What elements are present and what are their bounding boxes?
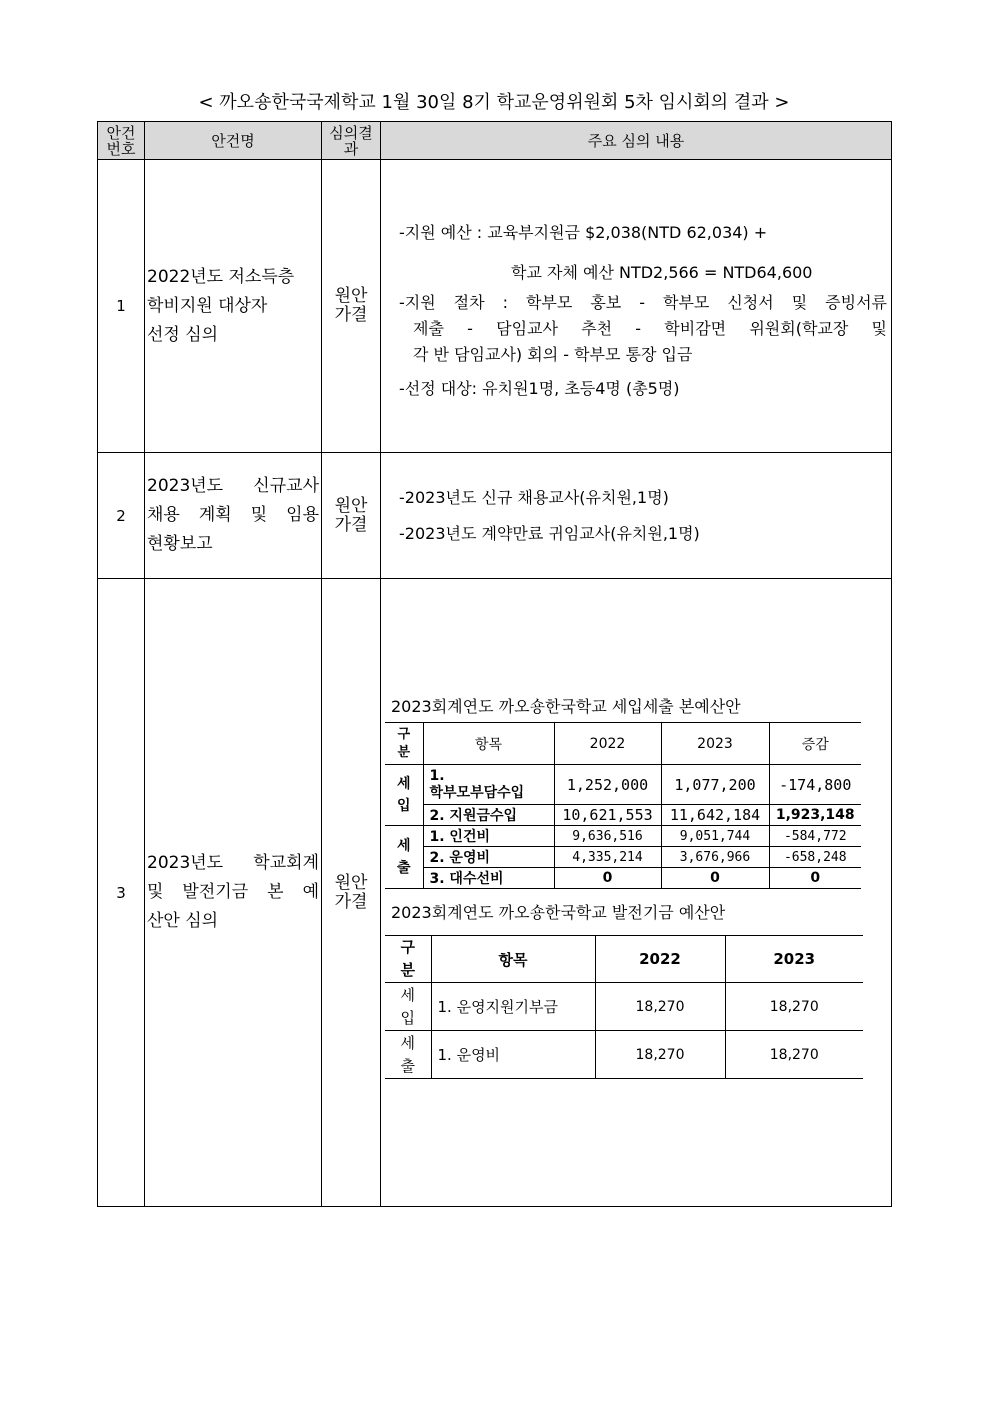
agenda-row-3 xyxy=(98,579,892,1207)
budget-header-row xyxy=(385,723,861,765)
budget-group-label: 세 출 xyxy=(385,826,423,889)
fund-header-2023: 2023 xyxy=(725,936,863,983)
content-line: -선정 대상: 유치원1명, 초등4명 (총5명) xyxy=(399,379,680,398)
agenda-name-line: 2022년도 저소득층 xyxy=(147,266,295,287)
content-line: 각 반 담임교사) 회의 - 학부모 통장 입금 xyxy=(413,345,693,364)
budget-header-type: 구 분 xyxy=(385,723,423,765)
fund-row-label: 세 출 xyxy=(385,1031,431,1079)
agenda-result: 원안 가결 xyxy=(322,160,381,453)
budget-row xyxy=(385,765,861,805)
content-line: -2023년도 신규 채용교사(유치원,1명) xyxy=(399,487,669,507)
agenda-content xyxy=(381,453,892,579)
budget-header-2022: 2022 xyxy=(554,723,661,765)
header-result: 심의결 과 xyxy=(322,122,381,160)
fund-value-2023: 18,270 xyxy=(725,983,863,1031)
budget-item-name: 2. 운영비 xyxy=(423,847,554,868)
agenda-name-line: 학비지원 대상자 xyxy=(147,295,268,316)
fund-header-row xyxy=(385,936,863,983)
fund-item-name: 1. 운영비 xyxy=(431,1031,595,1079)
content-line: -지원 절차 : 학부모 홍보 - 학부모 신청서 및 증빙서류 xyxy=(399,293,887,312)
fund-row xyxy=(385,1031,863,1079)
agenda-no: 1 xyxy=(98,160,145,453)
content-line: -2023년도 계약만료 귀임교사(유치원,1명) xyxy=(399,523,700,543)
budget-item-name: 1. 인건비 xyxy=(423,826,554,847)
agenda-no: 2 xyxy=(98,453,145,579)
budget-row xyxy=(385,868,861,889)
budget-item-name: 3. 대수선비 xyxy=(423,868,554,889)
content-line: 학교 자체 예산 NTD2,566 = NTD64,600 xyxy=(511,263,813,282)
budget-item-name: 1. 학부모부담수입 xyxy=(423,765,554,805)
fund-value-2022: 18,270 xyxy=(595,983,725,1031)
budget-caption: 2023회계연도 까오숑한국학교 세입세출 본예산안 xyxy=(391,697,741,716)
agenda-name-line: 현황보고 xyxy=(147,534,213,554)
budget-value-diff: -584,772 xyxy=(769,826,861,847)
budget-group-label: 세 입 xyxy=(385,765,423,826)
header-no: 안건 번호 xyxy=(98,122,145,160)
budget-value-diff: -658,248 xyxy=(769,847,861,868)
fund-row-label: 세 입 xyxy=(385,983,431,1031)
budget-value-2023: 9,051,744 xyxy=(661,826,769,847)
content-line: 제출 - 담임교사 추천 - 학비감면 위원회(학교장 및 xyxy=(413,319,887,338)
agenda-name-line: 2023년도 학교회계 xyxy=(147,853,319,873)
budget-value-2022: 10,621,553 xyxy=(554,805,661,826)
fund-table xyxy=(385,935,863,1079)
fund-value-2023: 18,270 xyxy=(725,1031,863,1079)
agenda-content xyxy=(381,579,892,1207)
document-title: < 까오숑한국국제학교 1월 30일 8기 학교운영위원회 5차 임시회의 결과 > xyxy=(198,92,790,113)
budget-value-2022: 4,335,214 xyxy=(554,847,661,868)
agenda-row-2 xyxy=(98,453,892,579)
budget-value-diff: 1,923,148 xyxy=(769,805,861,826)
agenda-name-line: 산안 심의 xyxy=(147,911,219,931)
header-content: 주요 심의 내용 xyxy=(381,122,892,160)
agenda-name-line: 선정 심의 xyxy=(147,324,219,345)
budget-value-2023: 3,676,966 xyxy=(661,847,769,868)
agenda-row-1 xyxy=(98,160,892,453)
budget-item-name: 2. 지원금수입 xyxy=(423,805,554,826)
budget-value-2022: 0 xyxy=(554,868,661,889)
content-line: -지원 예산 : 교육부지원금 $2,038(NTD 62,034) + xyxy=(399,223,768,242)
agenda-name xyxy=(145,453,322,579)
fund-header-item: 항목 xyxy=(431,936,595,983)
budget-value-2023: 0 xyxy=(661,868,769,889)
budget-header-diff: 증감 xyxy=(769,723,861,765)
budget-value-diff: 0 xyxy=(769,868,861,889)
budget-header-2023: 2023 xyxy=(661,723,769,765)
fund-caption: 2023회계연도 까오숑한국학교 발전기금 예산안 xyxy=(391,903,726,922)
agenda-name-line: 및 발전기금 본 예 xyxy=(147,882,319,902)
agenda-name-line: 2023년도 신규교사 xyxy=(147,476,319,496)
agenda-no: 3 xyxy=(98,579,145,1207)
budget-row xyxy=(385,826,861,847)
budget-value-2022: 1,252,000 xyxy=(554,765,661,805)
agenda-name xyxy=(145,579,322,1207)
budget-table xyxy=(385,722,861,889)
agenda-content xyxy=(381,160,892,453)
budget-header-item: 항목 xyxy=(423,723,554,765)
fund-header-2022: 2022 xyxy=(595,936,725,983)
agenda-result: 원안 가결 xyxy=(322,453,381,579)
header-name: 안건명 xyxy=(145,122,322,160)
budget-value-2023: 1,077,200 xyxy=(661,765,769,805)
agenda-name xyxy=(145,160,322,453)
budget-row xyxy=(385,805,861,826)
resolution-table xyxy=(97,121,892,1207)
budget-row xyxy=(385,847,861,868)
fund-item-name: 1. 운영지원기부금 xyxy=(431,983,595,1031)
budget-value-2023: 11,642,184 xyxy=(661,805,769,826)
header-row xyxy=(98,122,892,160)
agenda-name-line: 채용 계획 및 임용 xyxy=(147,505,319,525)
fund-value-2022: 18,270 xyxy=(595,1031,725,1079)
budget-value-diff: -174,800 xyxy=(769,765,861,805)
fund-header-type: 구 분 xyxy=(385,936,431,983)
agenda-result: 원안 가결 xyxy=(322,579,381,1207)
budget-value-2022: 9,636,516 xyxy=(554,826,661,847)
fund-row xyxy=(385,983,863,1031)
